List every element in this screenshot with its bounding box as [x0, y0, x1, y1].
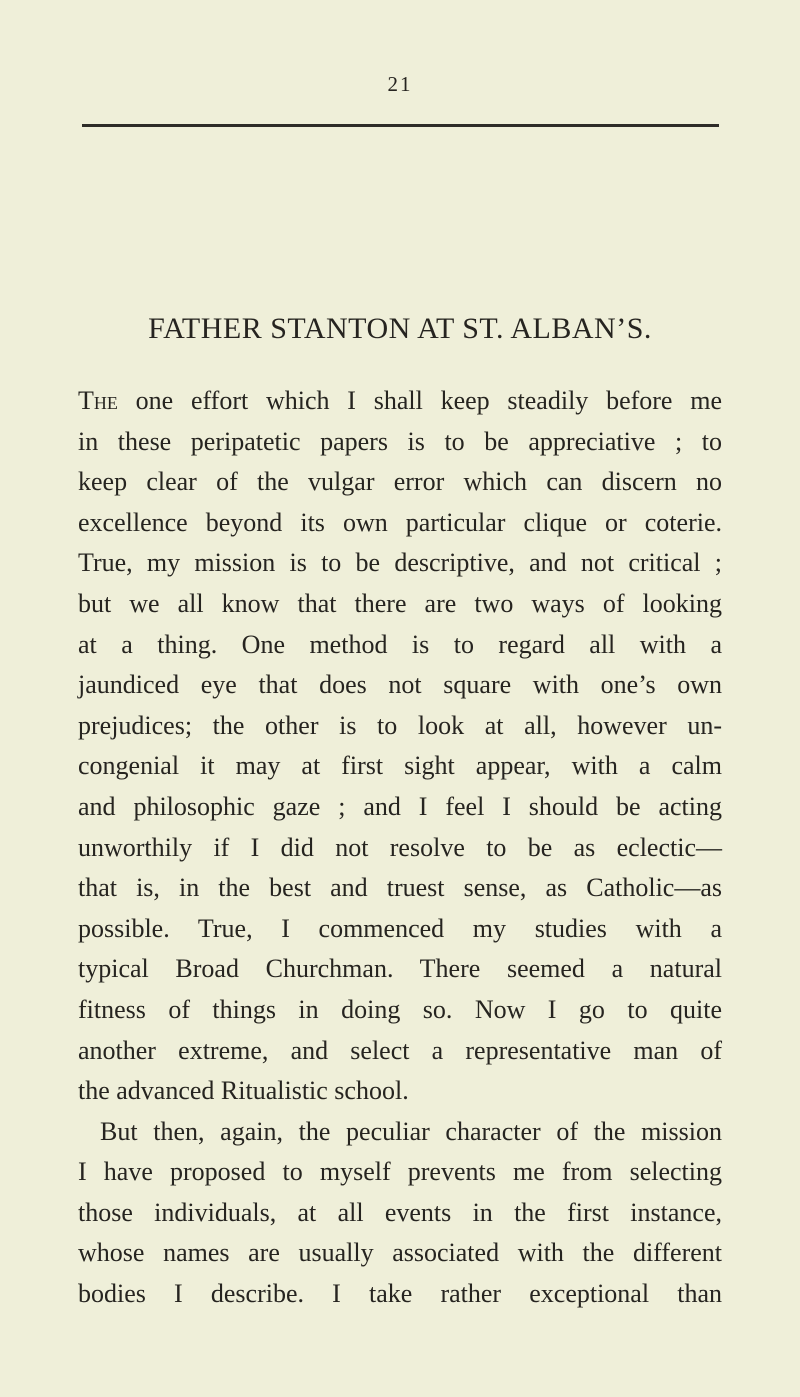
text-line: possible. True, I commenced my studies with a: [78, 913, 722, 943]
body-text: [78, 381, 722, 1315]
text-line: [78, 381, 722, 422]
text-line: True, my mission is to be descriptive, and not critical ;: [78, 548, 722, 578]
text-line: jaundiced eye that does not square with one’s own: [78, 670, 722, 700]
text-line: at a thing. One method is to regard all with a: [78, 629, 722, 659]
text-line: But then, again, the peculiar character of the mission: [100, 1116, 722, 1146]
text-line: the advanced Ritualistic school.: [78, 1076, 409, 1106]
text-line: bodies I describe. I take rather exceptional than: [78, 1279, 722, 1309]
text-line: congenial it may at first sight appear, with a calm: [78, 751, 722, 781]
text-line: I have proposed to myself prevents me from selecting: [78, 1157, 722, 1187]
page-number: 21: [387, 72, 413, 96]
text-line: excellence beyond its own particular clique or coterie.: [78, 507, 722, 537]
text-line: fitness of things in doing so. Now I go to quite: [78, 994, 722, 1024]
text-line: typical Broad Churchman. There seemed a natural: [78, 954, 722, 984]
text-line-content: one effort which I shall keep steadily before me: [117, 386, 722, 415]
text-line: and philosophic gaze ; and I feel I should be acting: [78, 791, 722, 821]
text-line: that is, in the best and truest sense, as Catholic—as: [78, 873, 722, 903]
text-line: but we all know that there are two ways of looking: [78, 588, 722, 618]
text-line: those individuals, at all events in the first instance,: [78, 1197, 722, 1227]
header-rule: [82, 124, 719, 127]
text-line: unworthily if I did not resolve to be as eclectic—: [78, 832, 722, 862]
opening-word: The: [78, 386, 118, 415]
text-line: keep clear of the vulgar error which can discern no: [78, 467, 722, 497]
text-line: another extreme, and select a representative man of: [78, 1035, 722, 1065]
text-line: prejudices; the other is to look at all, however un-: [78, 710, 722, 740]
chapter-title: FATHER STANTON AT ST. ALBAN’S.: [148, 312, 652, 345]
text-line: in these peripatetic papers is to be appreciative ; to: [78, 426, 722, 456]
text-line: whose names are usually associated with the different: [78, 1238, 722, 1268]
